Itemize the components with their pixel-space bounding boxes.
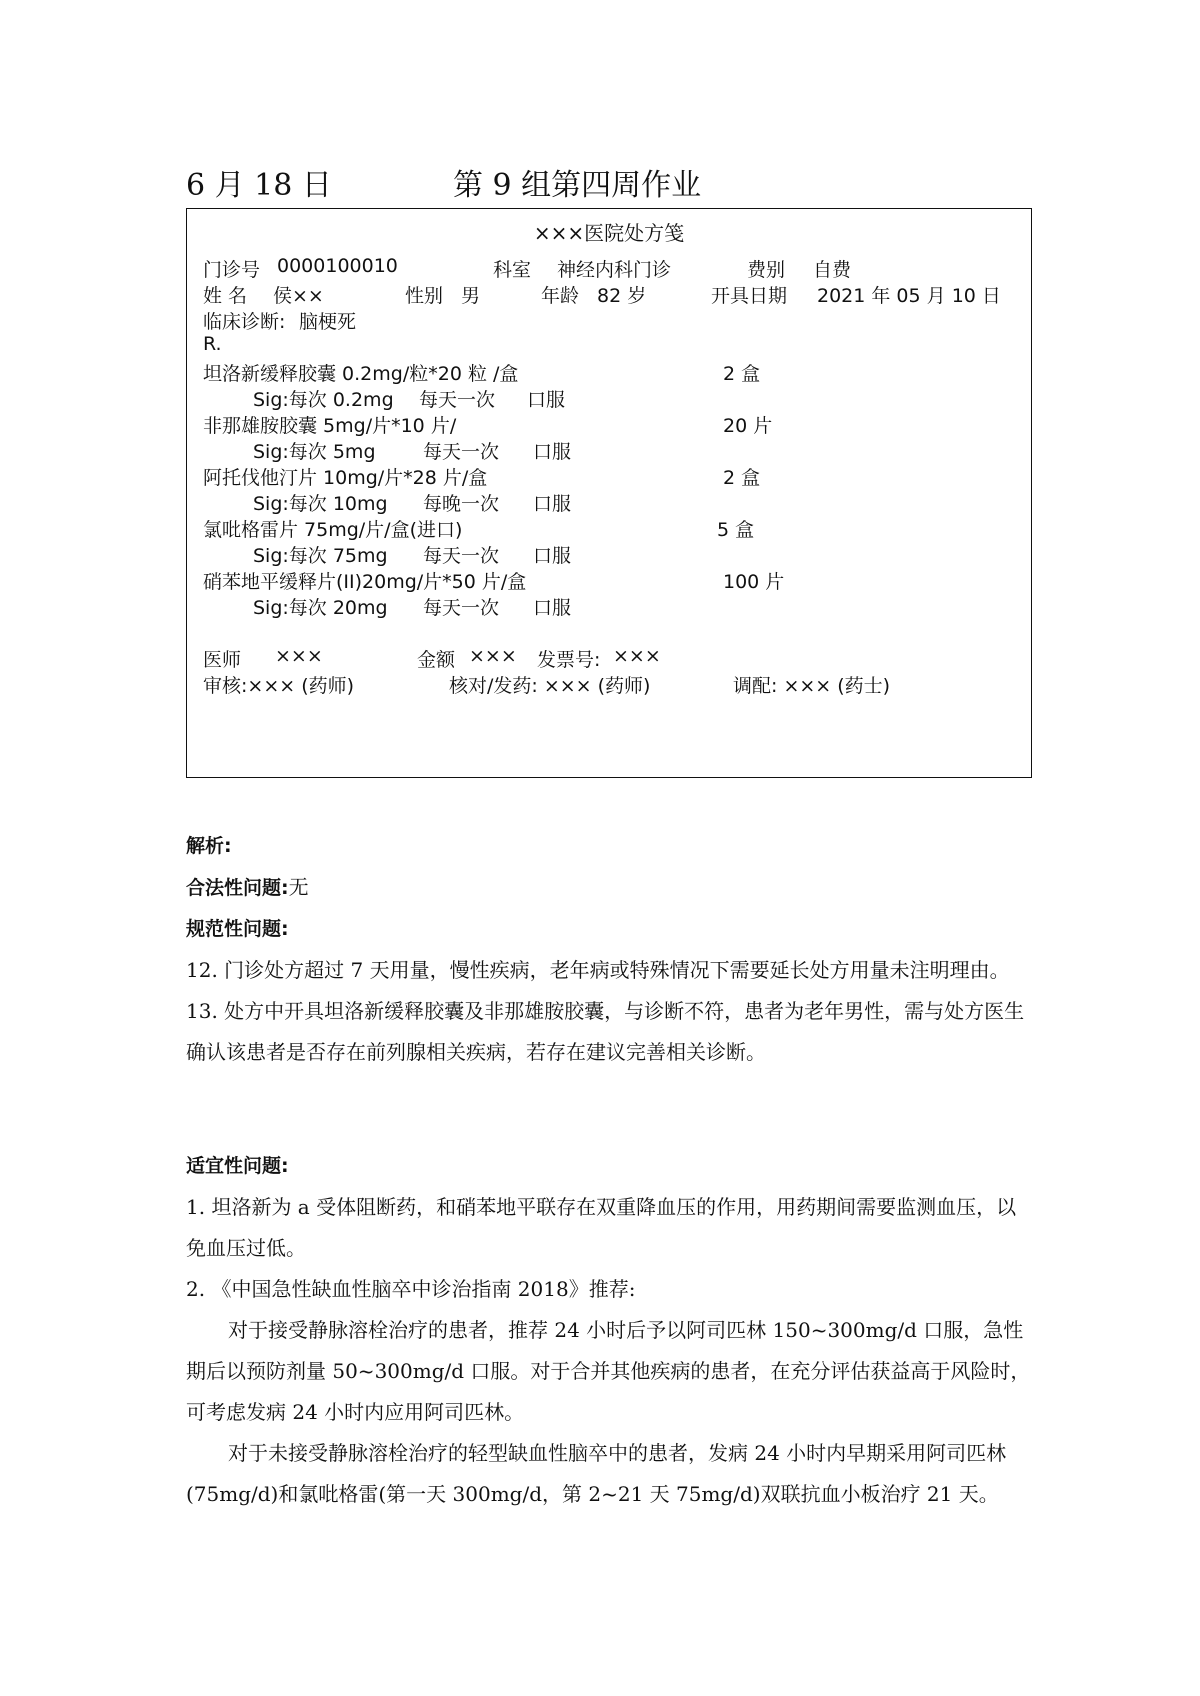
prescription-form: [186, 208, 1032, 778]
dept: 神经内科门诊: [557, 259, 672, 281]
drug-name: 阿托伐他汀片 10mg/片*28 片/盒: [203, 467, 488, 489]
document-header: [186, 160, 702, 204]
standard-item: 12. 门诊处方超过 7 天用量，慢性疾病，老年病或特殊情况下需要延长处方用量未注明理由。: [186, 958, 1010, 982]
diagnosis-label: 临床诊断:: [203, 311, 286, 333]
drug-route: 口服: [533, 441, 572, 463]
header-date: 6 月 18 日: [186, 168, 332, 203]
drug-sig: Sig:每次 75mg: [253, 545, 388, 567]
doctor: ×××: [275, 645, 323, 667]
drug-name: 非那雄胺胶囊 5mg/片*10 片/: [203, 415, 457, 437]
drug-freq: 每天一次: [423, 545, 500, 567]
analysis-heading: 解析:: [186, 835, 232, 857]
drug-route: 口服: [533, 493, 572, 515]
dispense-sign: 调配: ××× (药士): [733, 675, 891, 697]
drug-route: 口服: [533, 545, 572, 567]
patient-name: 侯××: [273, 285, 324, 307]
diagnosis: 脑梗死: [299, 311, 357, 333]
drug-freq: 每天一次: [423, 441, 500, 463]
age-label: 年龄: [541, 285, 580, 307]
suitability-item: 2. 《中国急性缺血性脑卒中诊治指南 2018》推荐:: [186, 1277, 636, 1301]
drug-freq: 每天一次: [419, 389, 496, 411]
header-title: 第 9 组第四周作业: [453, 168, 702, 203]
legality-value: 无: [288, 875, 309, 899]
doctor-label: 医师: [203, 649, 242, 671]
drug-name: 坦洛新缓释胶囊 0.2mg/粒*20 粒 /盒: [203, 363, 519, 385]
drug-sig: Sig:每次 5mg: [253, 441, 376, 463]
drug-route: 口服: [533, 597, 572, 619]
guideline-paragraph: 对于接受静脉溶栓治疗的患者，推荐 24 小时后予以阿司匹林 150~300mg/d 口服，急性期后以预防剂量 50~300mg/d 口服。对于合并其他疾病的患者，在充分评估获益高于风险时，可考虑发病 24 小时内应用阿司匹林。: [186, 1318, 1031, 1424]
suitability-section: [186, 1146, 1032, 1515]
guideline-paragraph: 对于未接受静脉溶栓治疗的轻型缺血性脑卒中的患者，发病 24 小时内早期采用阿司匹林(75mg/d)和氯吡格雷(第一天 300mg/d，第 2~21 天 75mg/d)双联抗血小板治疗 21 天。: [186, 1441, 1007, 1506]
amount: ×××: [469, 645, 517, 667]
legality-label: 合法性问题:: [186, 877, 289, 899]
suitability-label: 适宜性问题:: [186, 1155, 289, 1177]
drug-qty: 20 片: [723, 415, 773, 437]
amount-label: 金额: [417, 649, 456, 671]
standard-label: 规范性问题:: [186, 918, 289, 940]
fee-label: 费别: [747, 259, 786, 281]
sex: 男: [461, 285, 481, 307]
issue-date: 2021 年 05 月 10 日: [817, 285, 1001, 307]
dept-label: 科室: [493, 259, 532, 281]
drug-freq: 每天一次: [423, 597, 500, 619]
hospital-title: ×××医院处方笺: [533, 221, 685, 245]
name-label: 姓 名: [203, 285, 248, 307]
drug-name: 硝苯地平缓释片(II)20mg/片*50 片/盒: [203, 571, 527, 593]
sex-label: 性别: [405, 285, 444, 307]
age: 82 岁: [597, 285, 647, 307]
drug-qty: 5 盒: [717, 519, 755, 541]
fee: 自费: [813, 259, 852, 281]
rx-mark: R.: [203, 333, 222, 355]
review-sign: 审核:××× (药师): [203, 675, 355, 697]
drug-sig: Sig:每次 10mg: [253, 493, 388, 515]
drug-sig: Sig:每次 0.2mg: [253, 389, 394, 411]
legality-line: [186, 867, 1032, 909]
drug-qty: 2 盒: [723, 467, 761, 489]
invoice: ×××: [613, 645, 661, 667]
clinic-no-label: 门诊号: [203, 259, 261, 281]
standard-item: 13. 处方中开具坦洛新缓释胶囊及非那雄胺胶囊，与诊断不符，患者为老年男性，需与处方医生确认该患者是否存在前列腺相关疾病，若存在建议完善相关诊断。: [186, 999, 1025, 1064]
drug-qty: 100 片: [723, 571, 785, 593]
check-sign: 核对/发药: ××× (药师): [449, 675, 651, 697]
suitability-item: 1. 坦洛新为 a 受体阻断药，和硝苯地平联存在双重降血压的作用，用药期间需要监测血压，以免血压过低。: [186, 1195, 1017, 1260]
drug-sig: Sig:每次 20mg: [253, 597, 388, 619]
drug-qty: 2 盒: [723, 363, 761, 385]
analysis-section: [186, 826, 1032, 1073]
drug-route: 口服: [527, 389, 566, 411]
drug-name: 氯吡格雷片 75mg/片/盒(进口): [203, 519, 463, 541]
clinic-no: 0000100010: [277, 255, 398, 277]
drug-freq: 每晚一次: [423, 493, 500, 515]
issue-date-label: 开具日期: [711, 285, 788, 307]
invoice-label: 发票号:: [537, 649, 601, 671]
